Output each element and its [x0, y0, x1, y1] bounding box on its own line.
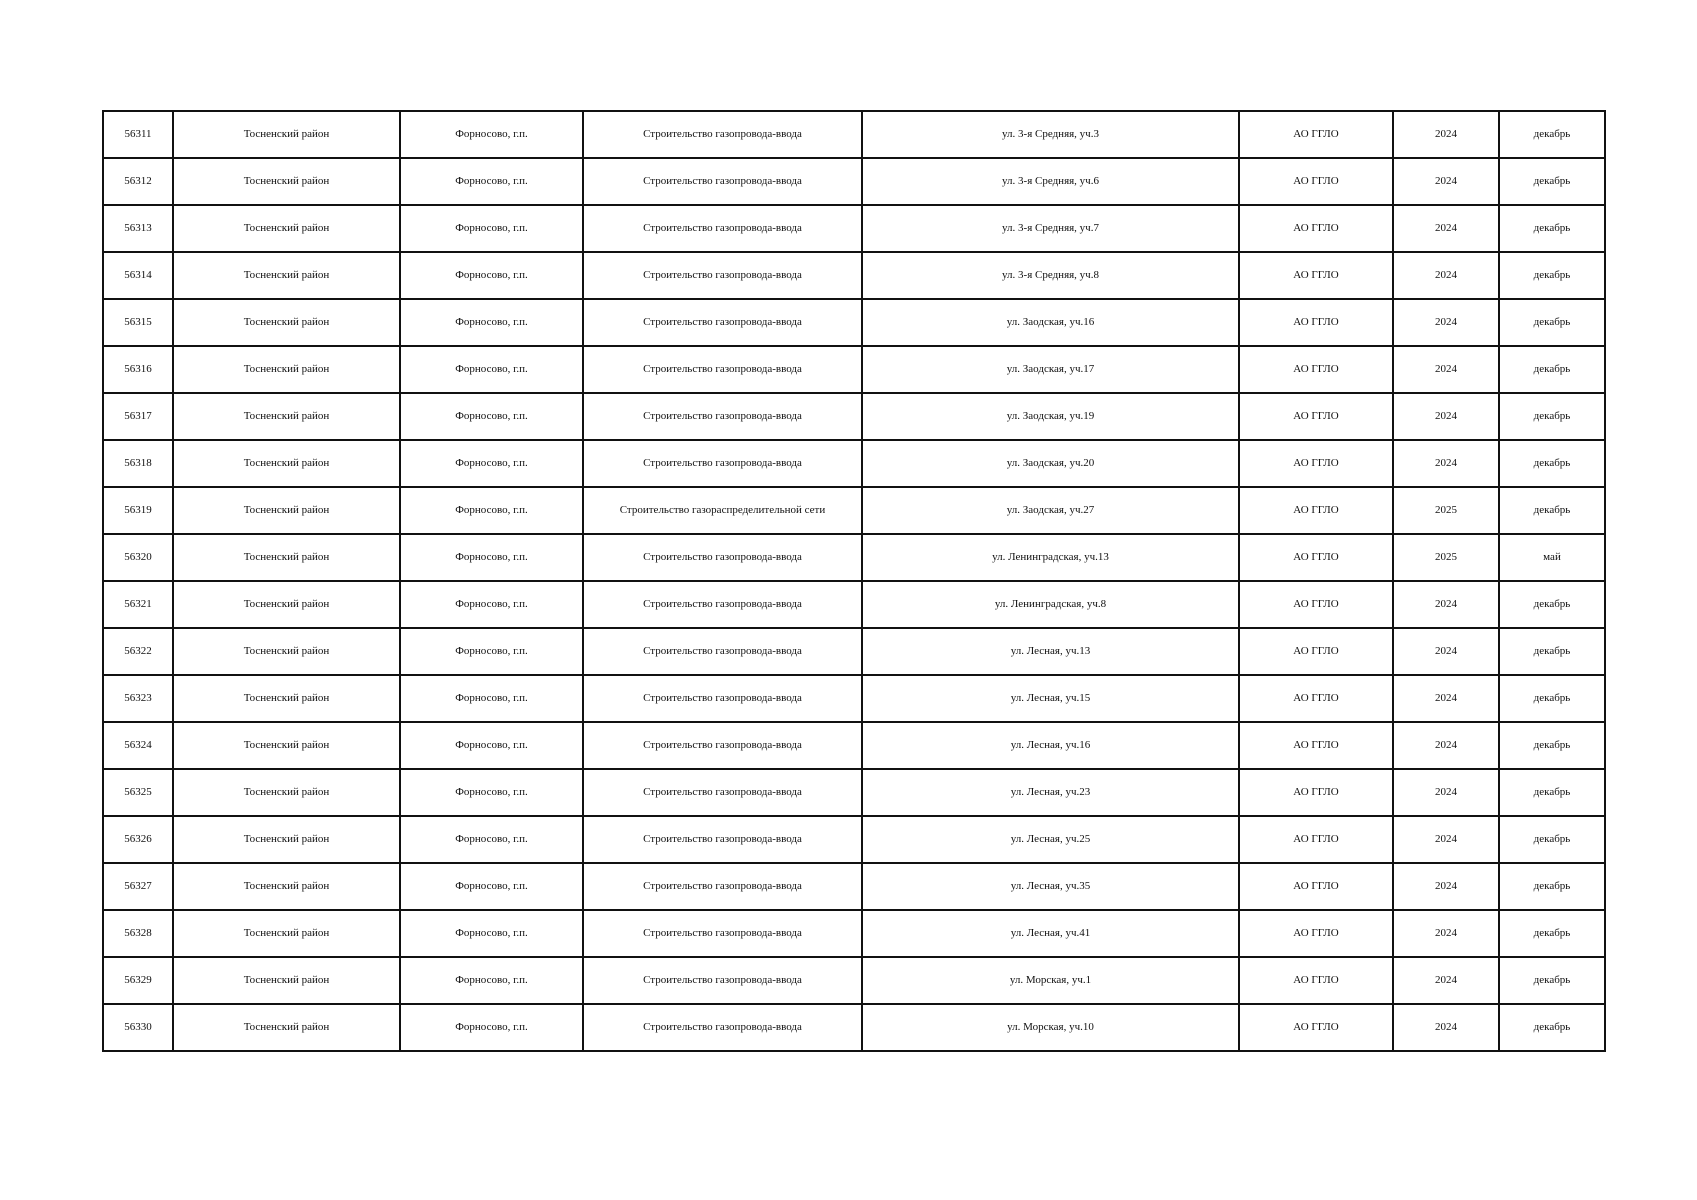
table-row	[103, 1004, 1605, 1051]
table-body	[103, 111, 1605, 1051]
cell-district: Тосненский район	[173, 957, 400, 1004]
cell-district: Тосненский район	[173, 487, 400, 534]
cell-org: АО ГГЛО	[1239, 111, 1393, 158]
cell-address: ул. 3-я Средняя, уч.7	[862, 205, 1239, 252]
cell-address: ул. Морская, уч.10	[862, 1004, 1239, 1051]
cell-id: 56317	[103, 393, 173, 440]
cell-district: Тосненский район	[173, 910, 400, 957]
cell-settlement: Форносово, г.п.	[400, 252, 583, 299]
cell-month: декабрь	[1499, 346, 1605, 393]
cell-address: ул. Заодская, уч.27	[862, 487, 1239, 534]
cell-district: Тосненский район	[173, 1004, 400, 1051]
cell-settlement: Форносово, г.п.	[400, 299, 583, 346]
cell-work: Строительство газопровода-ввода	[583, 1004, 862, 1051]
cell-month: декабрь	[1499, 440, 1605, 487]
cell-id: 56316	[103, 346, 173, 393]
cell-id: 56329	[103, 957, 173, 1004]
cell-work: Строительство газопровода-ввода	[583, 863, 862, 910]
cell-id: 56326	[103, 816, 173, 863]
cell-work: Строительство газопровода-ввода	[583, 252, 862, 299]
cell-org: АО ГГЛО	[1239, 440, 1393, 487]
cell-year: 2025	[1393, 534, 1499, 581]
table-row	[103, 252, 1605, 299]
cell-district: Тосненский район	[173, 346, 400, 393]
cell-month: декабрь	[1499, 252, 1605, 299]
cell-settlement: Форносово, г.п.	[400, 675, 583, 722]
table-row	[103, 863, 1605, 910]
cell-id: 56315	[103, 299, 173, 346]
cell-settlement: Форносово, г.п.	[400, 816, 583, 863]
cell-org: АО ГГЛО	[1239, 158, 1393, 205]
cell-month: декабрь	[1499, 628, 1605, 675]
cell-id: 56327	[103, 863, 173, 910]
cell-address: ул. Морская, уч.1	[862, 957, 1239, 1004]
cell-district: Тосненский район	[173, 863, 400, 910]
cell-settlement: Форносово, г.п.	[400, 111, 583, 158]
cell-work: Строительство газопровода-ввода	[583, 534, 862, 581]
table-row	[103, 534, 1605, 581]
cell-year: 2024	[1393, 769, 1499, 816]
cell-id: 56324	[103, 722, 173, 769]
table-row	[103, 675, 1605, 722]
cell-month: декабрь	[1499, 581, 1605, 628]
cell-address: ул. Лесная, уч.13	[862, 628, 1239, 675]
cell-settlement: Форносово, г.п.	[400, 769, 583, 816]
cell-district: Тосненский район	[173, 675, 400, 722]
cell-month: декабрь	[1499, 863, 1605, 910]
cell-work: Строительство газопровода-ввода	[583, 346, 862, 393]
cell-settlement: Форносово, г.п.	[400, 346, 583, 393]
cell-settlement: Форносово, г.п.	[400, 534, 583, 581]
table-row	[103, 910, 1605, 957]
cell-month: декабрь	[1499, 910, 1605, 957]
table-row	[103, 299, 1605, 346]
cell-year: 2024	[1393, 863, 1499, 910]
cell-org: АО ГГЛО	[1239, 769, 1393, 816]
cell-address: ул. Лесная, уч.25	[862, 816, 1239, 863]
cell-id: 56330	[103, 1004, 173, 1051]
cell-org: АО ГГЛО	[1239, 534, 1393, 581]
cell-work: Строительство газопровода-ввода	[583, 581, 862, 628]
cell-year: 2024	[1393, 910, 1499, 957]
cell-org: АО ГГЛО	[1239, 910, 1393, 957]
table-row	[103, 393, 1605, 440]
cell-org: АО ГГЛО	[1239, 722, 1393, 769]
cell-id: 56311	[103, 111, 173, 158]
cell-district: Тосненский район	[173, 722, 400, 769]
cell-year: 2024	[1393, 252, 1499, 299]
cell-settlement: Форносово, г.п.	[400, 863, 583, 910]
cell-work: Строительство газопровода-ввода	[583, 393, 862, 440]
table-row	[103, 111, 1605, 158]
cell-id: 56319	[103, 487, 173, 534]
cell-month: декабрь	[1499, 393, 1605, 440]
cell-org: АО ГГЛО	[1239, 252, 1393, 299]
cell-year: 2024	[1393, 628, 1499, 675]
cell-org: АО ГГЛО	[1239, 863, 1393, 910]
cell-district: Тосненский район	[173, 393, 400, 440]
table-row	[103, 816, 1605, 863]
cell-address: ул. Лесная, уч.35	[862, 863, 1239, 910]
cell-month: декабрь	[1499, 158, 1605, 205]
cell-work: Строительство газопровода-ввода	[583, 628, 862, 675]
cell-district: Тосненский район	[173, 205, 400, 252]
cell-org: АО ГГЛО	[1239, 205, 1393, 252]
cell-org: АО ГГЛО	[1239, 393, 1393, 440]
cell-address: ул. Заодская, уч.20	[862, 440, 1239, 487]
cell-address: ул. Заодская, уч.17	[862, 346, 1239, 393]
cell-work: Строительство газопровода-ввода	[583, 440, 862, 487]
cell-id: 56322	[103, 628, 173, 675]
cell-year: 2025	[1393, 487, 1499, 534]
cell-district: Тосненский район	[173, 769, 400, 816]
cell-address: ул. Заодская, уч.19	[862, 393, 1239, 440]
table-row	[103, 769, 1605, 816]
cell-settlement: Форносово, г.п.	[400, 393, 583, 440]
cell-address: ул. Ленинградская, уч.13	[862, 534, 1239, 581]
cell-settlement: Форносово, г.п.	[400, 581, 583, 628]
cell-work: Строительство газопровода-ввода	[583, 299, 862, 346]
cell-work: Строительство газопровода-ввода	[583, 722, 862, 769]
cell-district: Тосненский район	[173, 111, 400, 158]
cell-work: Строительство газопровода-ввода	[583, 957, 862, 1004]
cell-work: Строительство газораспределительной сети	[583, 487, 862, 534]
cell-year: 2024	[1393, 1004, 1499, 1051]
cell-year: 2024	[1393, 440, 1499, 487]
cell-month: декабрь	[1499, 957, 1605, 1004]
cell-address: ул. Заодская, уч.16	[862, 299, 1239, 346]
cell-year: 2024	[1393, 722, 1499, 769]
cell-month: май	[1499, 534, 1605, 581]
table-row	[103, 346, 1605, 393]
table-row	[103, 722, 1605, 769]
cell-work: Строительство газопровода-ввода	[583, 910, 862, 957]
cell-year: 2024	[1393, 816, 1499, 863]
cell-settlement: Форносово, г.п.	[400, 957, 583, 1004]
cell-year: 2024	[1393, 581, 1499, 628]
cell-month: декабрь	[1499, 111, 1605, 158]
cell-id: 56323	[103, 675, 173, 722]
cell-month: декабрь	[1499, 1004, 1605, 1051]
cell-org: АО ГГЛО	[1239, 299, 1393, 346]
cell-district: Тосненский район	[173, 581, 400, 628]
cell-org: АО ГГЛО	[1239, 628, 1393, 675]
cell-district: Тосненский район	[173, 816, 400, 863]
cell-month: декабрь	[1499, 816, 1605, 863]
cell-month: декабрь	[1499, 487, 1605, 534]
cell-id: 56318	[103, 440, 173, 487]
cell-org: АО ГГЛО	[1239, 957, 1393, 1004]
table-row	[103, 487, 1605, 534]
cell-settlement: Форносово, г.п.	[400, 1004, 583, 1051]
cell-month: декабрь	[1499, 769, 1605, 816]
cell-month: декабрь	[1499, 675, 1605, 722]
cell-work: Строительство газопровода-ввода	[583, 205, 862, 252]
cell-id: 56314	[103, 252, 173, 299]
cell-settlement: Форносово, г.п.	[400, 628, 583, 675]
cell-address: ул. Лесная, уч.15	[862, 675, 1239, 722]
cell-work: Строительство газопровода-ввода	[583, 111, 862, 158]
cell-year: 2024	[1393, 393, 1499, 440]
cell-work: Строительство газопровода-ввода	[583, 675, 862, 722]
cell-settlement: Форносово, г.п.	[400, 722, 583, 769]
cell-org: АО ГГЛО	[1239, 581, 1393, 628]
cell-id: 56313	[103, 205, 173, 252]
cell-id: 56321	[103, 581, 173, 628]
cell-id: 56325	[103, 769, 173, 816]
cell-district: Тосненский район	[173, 252, 400, 299]
cell-address: ул. 3-я Средняя, уч.3	[862, 111, 1239, 158]
cell-org: АО ГГЛО	[1239, 1004, 1393, 1051]
cell-org: АО ГГЛО	[1239, 346, 1393, 393]
cell-settlement: Форносово, г.п.	[400, 487, 583, 534]
gas-works-table	[102, 110, 1606, 1052]
cell-year: 2024	[1393, 346, 1499, 393]
cell-month: декабрь	[1499, 205, 1605, 252]
cell-id: 56312	[103, 158, 173, 205]
cell-year: 2024	[1393, 299, 1499, 346]
cell-year: 2024	[1393, 957, 1499, 1004]
cell-settlement: Форносово, г.п.	[400, 910, 583, 957]
table-row	[103, 628, 1605, 675]
cell-address: ул. 3-я Средняя, уч.6	[862, 158, 1239, 205]
cell-address: ул. 3-я Средняя, уч.8	[862, 252, 1239, 299]
cell-year: 2024	[1393, 675, 1499, 722]
cell-district: Тосненский район	[173, 299, 400, 346]
table-row	[103, 440, 1605, 487]
cell-id: 56320	[103, 534, 173, 581]
cell-district: Тосненский район	[173, 534, 400, 581]
cell-year: 2024	[1393, 158, 1499, 205]
table-row	[103, 957, 1605, 1004]
cell-district: Тосненский район	[173, 628, 400, 675]
cell-org: АО ГГЛО	[1239, 675, 1393, 722]
cell-address: ул. Лесная, уч.23	[862, 769, 1239, 816]
cell-year: 2024	[1393, 205, 1499, 252]
table-row	[103, 581, 1605, 628]
cell-address: ул. Ленинградская, уч.8	[862, 581, 1239, 628]
cell-address: ул. Лесная, уч.16	[862, 722, 1239, 769]
cell-work: Строительство газопровода-ввода	[583, 816, 862, 863]
cell-district: Тосненский район	[173, 158, 400, 205]
cell-org: АО ГГЛО	[1239, 487, 1393, 534]
cell-org: АО ГГЛО	[1239, 816, 1393, 863]
cell-settlement: Форносово, г.п.	[400, 205, 583, 252]
cell-year: 2024	[1393, 111, 1499, 158]
cell-district: Тосненский район	[173, 440, 400, 487]
cell-settlement: Форносово, г.п.	[400, 440, 583, 487]
cell-work: Строительство газопровода-ввода	[583, 158, 862, 205]
cell-month: декабрь	[1499, 722, 1605, 769]
table-row	[103, 205, 1605, 252]
cell-work: Строительство газопровода-ввода	[583, 769, 862, 816]
cell-id: 56328	[103, 910, 173, 957]
cell-settlement: Форносово, г.п.	[400, 158, 583, 205]
cell-address: ул. Лесная, уч.41	[862, 910, 1239, 957]
table-row	[103, 158, 1605, 205]
cell-month: декабрь	[1499, 299, 1605, 346]
